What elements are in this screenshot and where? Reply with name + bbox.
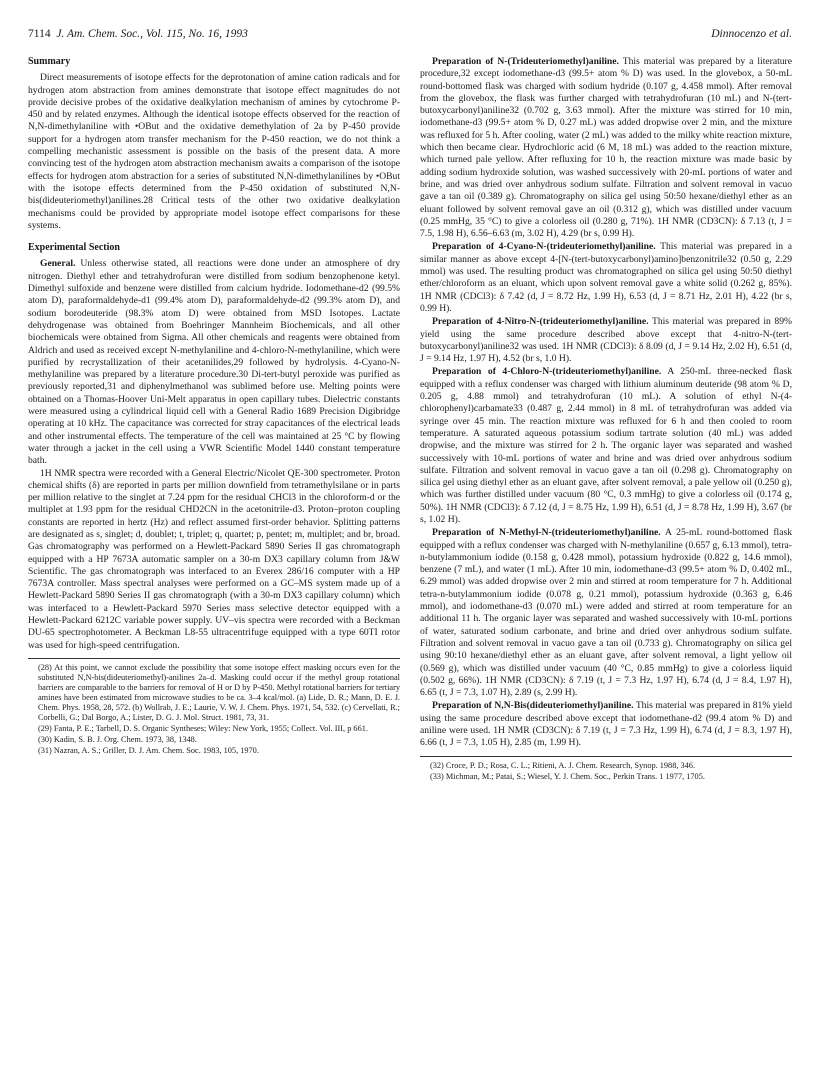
prep-title: Preparation of N-(Trideuteriomethyl)aniline. (432, 56, 619, 67)
prep-title: Preparation of N-Methyl-N-(trideuteriomethyl)aniline. (432, 527, 661, 539)
prep-cyano (420, 241, 792, 315)
right-column (420, 56, 792, 783)
footnote-31: (31) Nazran, A. S.; Griller, D. J. Am. Chem. Soc. 1983, 105, 1970. (38, 745, 259, 755)
prep-methyl-trideuteriomethyl (420, 527, 792, 699)
footnote-30: (30) Kadin, S. B. J. Org. Chem. 1973, 38, 1348. (38, 734, 197, 744)
nmr-paragraph: 1H NMR spectra were recorded with a General Electric/Nicolet QE-300 spectrometer. Proton chemical shifts (δ) are reported in parts per million downfield from tetramethylsilane or in parts per million relative to the singlet at 7.24 ppm for the residual CHCl3 in the chloroform-d or the multiplet at 1.93 ppm for the residual CHD2CN in the acetonitrile-d3. Proton–proton coupling constants are reported in hertz (Hz) and reflect assumed first-order behavior. Splitting patterns are designated as s, singlet; d, doublet; t, triplet; q, quartet; p, pentet; m, multiplet; and br, broad. Gas chromatography was performed on a Hewlett-Packard 5890 Series II gas chromatograph equipped with a HP 7673A automatic sampler on a 30-m DX3 capillary column from J&W Scientific. The gas chromatograph was interfaced to an Everex 286/16 computer with a HP 7673A controller. Mass spectral analyses were performed on a GC–MS system made up of a Hewlett-Packard 5890 Series II gas chromatograph (with a 30-m DX3 capillary column) which was interfaced to a Hewlett-Packard 5970 Series mass selective detector equipped with a Hewlett-Packard 6212C variable power supply. UV–vis spectra were recorded with a Beckman DU-65 spectrophotometer. A Beckman L8-55 ultracentrifuge equipped with a type 60TI rotor was used for high-speed centrifugation. (28, 467, 400, 651)
header-authors: Dinnocenzo et al. (711, 28, 792, 40)
left-column (28, 56, 400, 757)
footnote-divider (420, 756, 792, 757)
journal-citation: J. Am. Chem. Soc., Vol. 115, No. 16, 1993 (56, 28, 248, 40)
footnote-32: (32) Croce, P. D.; Rosa, C. L.; Ritieni, A. J. Chem. Research, Synop. 1988, 346. (430, 760, 696, 770)
prep-text: This material was prepared in 89% yield using the same procedure described above except that 4-nitro-N-(tert-butoxycarbonyl)aniline32 was used. 1H NMR (CDCl3): δ 8.09 (d, J = 9.14 Hz, 2.02 H), 6.51 (d, J = 9.14 Hz, 1.97 H), 4.52 (br s, 1.0 H). (420, 316, 792, 365)
page-number: 7114 (28, 28, 51, 40)
prep-title: Preparation of 4-Nitro-N-(trideuteriomethyl)aniline. (432, 316, 649, 328)
header-left (28, 28, 248, 40)
prep-bis-dideuteriomethyl (420, 700, 792, 749)
footnote-divider (28, 658, 400, 659)
prep-text: This material was prepared by a literature procedure,32 except iodomethane-d3 (99.5+ atom % D) was used. In the glovebox, a 50-mL round-bottomed flask was charged with sodium hydride (0.107 g, 4.458 mmol). After removal from the glovebox, the flask was further charged with tetrahydrofuran (10 mL) and N-(tert-butoxycarbonyl)aniline32 (0.702 g, 3.63 mmol). After the mixture was stirred for 10 min, iodomethane-d3 (99.5+ atom % D, 0.27 mL) was added dropwise over 2 min, and the mixture was refluxed for 5 h. After cooling, water (2 mL) was added to the milky white reaction mixture, which then became clear. Hydrochloric acid (6 M, 18 mL) was added to the reaction mixture, which turned pale yellow. After refluxing for 10 h, the reaction mixture was made basic by adding sodium hydroxide solution, was washed successively with 20-mL portions of water and brine, and was dried over anhydrous sodium sulfate. Filtration and solvent removal in vacuo gave a tan oil (0.389 g). Chromatography on silica gel using 50:50 hexane/diethyl ether as an eluant followed by solvent removal gave an oil (0.312 g), which was distilled under vacuum (0.25 mmHg, 35 °C) to give a colorless oil (0.280 g, 71%). 1H NMR (CD3CN): δ 7.13 (t, J = 7.5, 1.98 H), 6.56–6.63 (m, 3.02 H), 4.29 (br s, 0.99 H). (420, 56, 793, 240)
general-title: General. (40, 258, 76, 270)
prep-chloro (420, 366, 792, 526)
prep-text: A 250-mL three-necked flask equipped with a reflux condenser was charged with lithium aluminum deuteride (98 atom % D, 0.205 g, 4.88 mmol) and tetrahydrofuran (10 mL). A solution of ethyl N-(4-chlorophenyl)carbamate33 (0.487 g, 2.44 mmol) in 8 mL of tetrahydrofuran was added via syringe over 45 min. The reaction mixture was refluxed for 6 h and then cooled to room temperature. A saturated aqueous potassium sodium tartrate solution (40 mL) was added dropwise, and the mixture was stirred for 2 h. The organic layer was separated and washed successively with 10-mL portions of water and brine and was dried over anhydrous sodium sulfate. Filtration and solvent removal in vacuo gave a tan oil (0.298 g). Chromatography on silica gel using diethyl ether as an eluant gave, after solvent removal, a pale yellow oil (0.250 g), which was further distilled under vacuum (80 °C, 0.3 mmHg) to give a colorless oil (0.174 g, 50%). 1H NMR (CDCl3): δ 7.12 (d, J = 8.75 Hz, 1.99 H), 6.51 (d, J = 8.78 Hz, 1.99 H), 3.67 (br s, 1.02 H). (420, 366, 792, 525)
prep-text: This material was prepared in a similar manner as above except 4-[N-(tert-butoxycarbonyl)amino]benzonitrile32 (0.50 g, 2.29 mmol) was used. The resulting product was chromatographed on silica gel using 50:50 diethyl ether/chloroform as an eluant, which upon solvent removal gave a white solid (0.262 g, 85%). 1H NMR (CDCl3): δ 7.42 (d, J = 8.72 Hz, 1.99 H), 6.53 (d, J = 8.71 Hz, 2.01 H), 4.22 (br s, 0.99 H). (420, 241, 792, 314)
prep-title: Preparation of N,N-Bis(dideuteriomethyl)aniline. (432, 700, 634, 712)
prep-title: Preparation of 4-Cyano-N-(trideuteriomethyl)aniline. (432, 241, 656, 253)
prep-text: A 25-mL round-bottomed flask equipped with a reflux condenser was charged with N-methylaniline (0.657 g, 6.13 mmol), tetra-n-butylammonium iodide (0.158 g, 0.428 mmol), potassium hydroxide (0.822 g, 14.6 mmol), benzene (7 mL), and water (1 mL). After 10 min, iodomethane-d3 (99.5+ atom % D, 0.402 mL, 6.29 mmol) was added dropwise over 2 min and stirred at room temperature for 7 h. Additional tetra-n-butylammonium iodide (0.078 g, 0.21 mmol), potassium hydroxide (0.363 g, 6.46 mmol), and iodomethane-d3 (0.070 mL) were added and stirred at room temperature for an additional 11 h. The organic layer was separated and washed successively with 10-mL portions of water, saturated sodium carbonate, and brine and dried over anhydrous sodium sulfate. Filtration and solvent removal in vacuo gave a tan oil (0.733 g). Chromatography on silica gel using 90:10 hexane/diethyl ether as an eluant gave, after solvent removal, a light yellow oil (0.569 g), which was distilled under vacuum (40 °C, 0.85 mmHg) to give a colorless liquid (0.502 g, 66%). 1H NMR (CD3CN): δ 7.19 (t, J = 7.3 Hz, 1.97 H), 6.74 (d, J = 8.4, 1.97 H), 6.65 (t, J = 7.3, 1.07 H), 2.89 (s, 2.99 H). (420, 527, 792, 699)
general-paragraph (28, 258, 400, 467)
footnote-28: (28) At this point, we cannot exclude the possibility that some isotope effect masking occurs even for the substituted N,N-bis(dideuteriomethyl)-anilines 2a–d. Masking could occur if the methyl group rotational barriers are comparable to the barriers for removal of H or D by P-450. Methyl rotational barriers for tertiary amines have been estimated from microwave studies to be ca. 3–4 kcal/mol. (a) Lide, D. R.; Mann, D. E. J. Chem. Phys. 1958, 28, 572. (b) Wollrab, J. E.; Laurie, V. W. J. Chem. Phys. 1971, 54, 532. (c) Cervellati, R.; Corbelli, G.; Dal Borgo, A.; Lister, D. G. J. Mol. Struct. 1981, 73, 31. (38, 662, 400, 722)
page-header (28, 28, 792, 44)
footnote-33: (33) Michman, M.; Patai, S.; Wiesel, Y. J. Chem. Soc., Perkin Trans. 1 1977, 1705. (430, 771, 705, 781)
experimental-heading: Experimental Section (28, 242, 120, 254)
prep-nitro (420, 316, 792, 365)
summary-paragraph: Direct measurements of isotope effects for the deprotonation of amine cation radicals and for hydrogen atom abstraction from amines demonstrate that isotope effect magnitudes do not provide decisive probes of the oxidative dealkylation mechanism of amines by cytochrome P-450 and by related enzymes. Although the identical isotope effects observed for the reaction of N,N-dimethylaniline with •OBut and the oxidative demethylation of 2a by P-450 provide support for a hydrogen atom transfer mechanism for the P-450 reaction, we do not think a compelling mechanistic assessment is possible on the basis of the present data. A more convincing test of the hydrogen atom abstraction mechanism awaits a comparison of the isotope effects for hydrogen atom abstraction for a series of substituted N,N-dimethylanilines by •OBut with the isotope effects determined from the P-450 oxidation of substituted N,N-bis(dideuteriomethyl)anilines.28 Critical tests of the other two oxidative dealkylation mechanisms could be provided by appropriate model isotope effect comparisons for these systems. (28, 72, 400, 231)
prep-text: This material was prepared in 81% yield using the same procedure described above except that iodomethane-d2 (99.4 atom % D) and aniline were used. 1H NMR (CD3CN): δ 7.19 (t, J = 7.3 Hz, 1.99 H), 6.74 (d, J = 8.3, 1.97 H), 6.66 (t, J = 7.3, 1.05 H), 2.85 (m, 1.99 H). (420, 700, 792, 749)
footnote-29: (29) Fanta, P. E.; Tarbell, D. S. Organic Syntheses; Wiley: New York, 1955; Collect. Vol. III, p 661. (38, 723, 368, 733)
prep-title: Preparation of 4-Chloro-N-(trideuteriomethyl)aniline. (432, 366, 662, 378)
summary-heading: Summary (28, 56, 71, 67)
general-text: Unless otherwise stated, all reactions were done under an atmosphere of dry nitrogen. Diethyl ether and tetrahydrofuran were distilled from sodium benzophenone ketyl. Dimethyl sulfoxide and benzene were distilled from calcium hydride. Iodomethane-d2 (99.5% atom D), paraformaldehyde-d1 (99.4% atom D), paraformaldehyde-d2 (99.3% atom D), and sodium borodeuteride (98.3% atom D) were obtained from MSD Isotopes. Lactate dehydrogenase was obtained from Boehringer Mannheim Biochemicals, and all other biochemicals were obtained from Sigma. All other chemicals and reagents were obtained from Aldrich and used as received except N-methylaniline and 4-chloro-N-methylaniline, which were purified by recrystallization of their acetanilides,29 followed by hydrolysis. 4-Cyano-N-methylaniline was prepared by a literature procedure.30 Di-tert-butyl peroxide was purified as previously reported,31 and diphenylmethanol was sublimed before use. Melting points were obtained on a Thomas-Hoover Uni-Melt apparatus in open capillary tubes. Dielectric constants were measured using a cylindrical liquid cell with a General Radio 1689 Precision Digibridge operating at 10 kHz. The capacitance was corrected for stray capacitances of the electrical leads and other instrumental effects. The temperature of the cell was maintained at 25 °C by flowing water through a jacket in the cell using a VWR Scientific Model 1440 constant temperature bath. (28, 258, 400, 467)
prep-trideuteriomethyl-aniline (420, 56, 792, 240)
